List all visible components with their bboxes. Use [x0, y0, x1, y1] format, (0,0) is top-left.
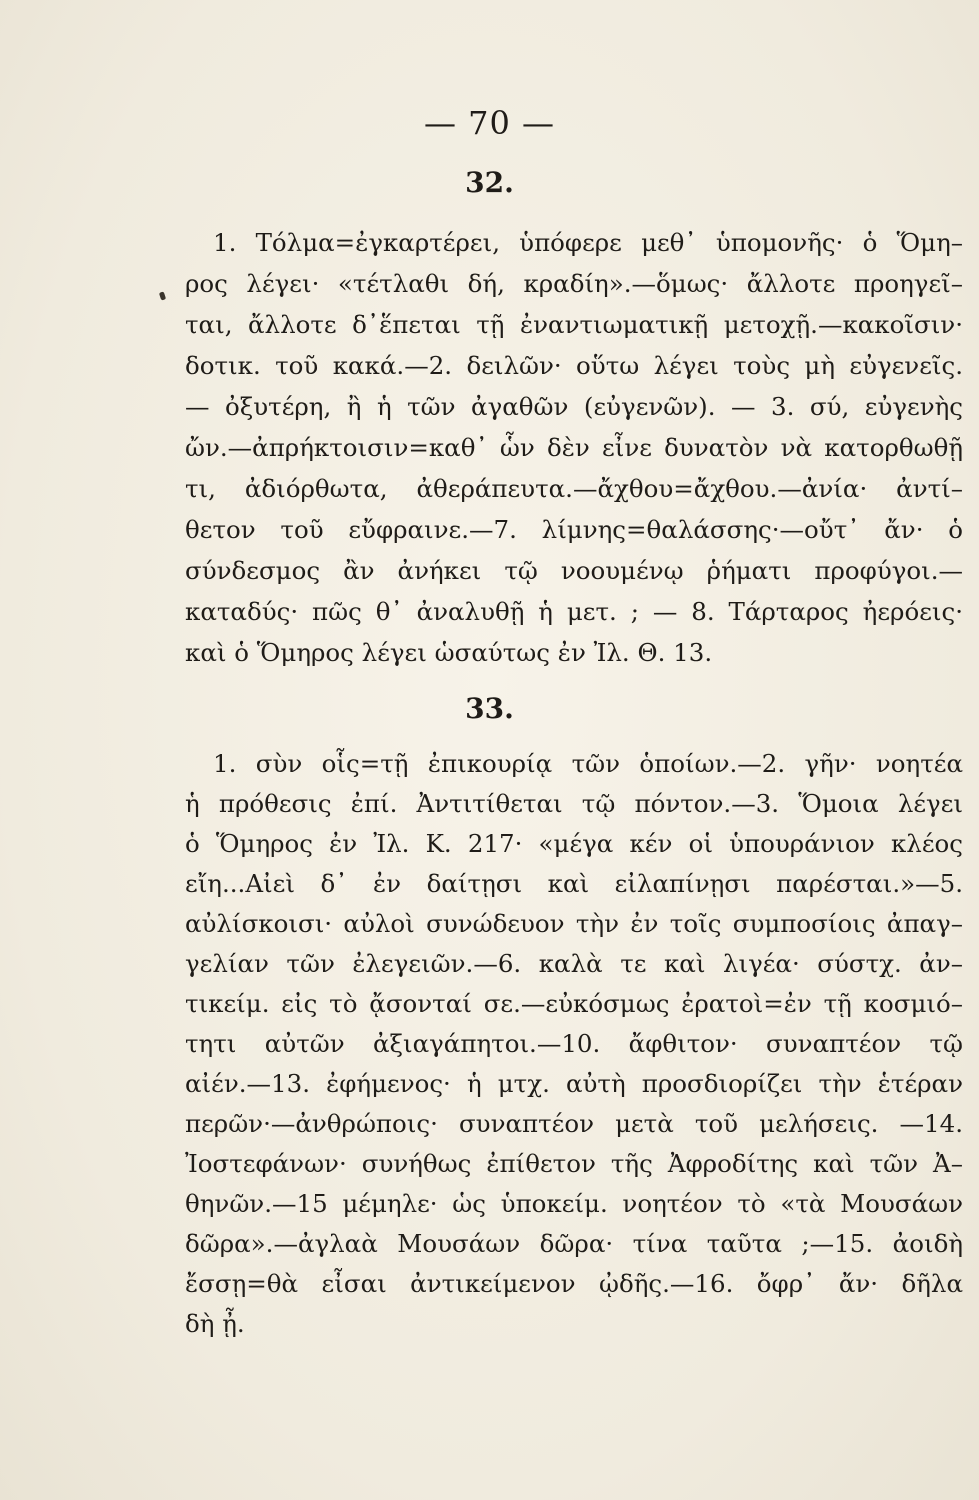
text-line: αὐλίσκοισι· αὐλοὶ συνώδευον τὴν ἐν τοῖς συμποσίοις ἀπαγ–: [185, 909, 963, 938]
text-line: ὤν.—ἀπρήκτοισιν=καθ᾽ ὧν δὲν εἶνε δυνατὸν νὰ κατορθωθῇ: [185, 433, 963, 462]
ink-speck: [159, 291, 166, 300]
text-line: ἔσσῃ=θὰ εἶσαι ἀντικείμενον ᾠδῆς.—16. ὄφρ᾽ ἄν· δῆλα: [185, 1269, 963, 1298]
text-line: τι, ἀδιόρθωτα, ἀθεράπευτα.—ἄχθου=ἄχθου.—ἀνία· ἀντί–: [185, 474, 963, 503]
text-line: καὶ ὁ Ὅμηρος λέγει ὡσαύτως ἐν Ἰλ. Θ. 13.: [185, 638, 713, 667]
section-body-32: [185, 222, 963, 673]
text-line: δῶρα».—ἀγλαὰ Μουσάων δῶρα· τίνα ταῦτα ;—15. ἀοιδὴ: [185, 1229, 963, 1258]
text-line: αἰέν.—13. ἐφήμενος· ἡ μτχ. αὐτὴ προσδιορίζει τὴν ἑτέραν: [185, 1069, 963, 1098]
section-body-33: [185, 744, 963, 1344]
text-line: 1. σὺν οἷς=τῇ ἐπικουρίᾳ τῶν ὁποίων.—2. γῆν· νοητέα: [213, 749, 963, 778]
text-line: Ἰοστεφάνων· συνήθως ἐπίθετον τῆς Ἀφροδίτης καὶ τῶν Ἀ–: [185, 1149, 963, 1178]
section-heading-33: 33.: [465, 692, 514, 725]
text-line: — ὀξυτέρη, ἢ ἡ τῶν ἀγαθῶν (εὐγενῶν). — 3. σύ, εὐγενὴς: [185, 392, 963, 421]
text-line: τητι αὐτῶν ἀξιαγάπητοι.—10. ἄφθιτον· συναπτέον τῷ: [185, 1029, 963, 1058]
text-line: ἡ πρόθεσις ἐπί. Ἀντιτίθεται τῷ πόντον.—3. Ὅμοια λέγει: [185, 789, 963, 818]
text-line: τικείμ. εἰς τὸ ᾄσονταί σε.—εὐκόσμως ἐρατοὶ=ἐν τῇ κοσμιό–: [185, 989, 963, 1018]
text-line: θετον τοῦ εὔφραινε.—7. λίμνης=θαλάσσης·—οὔτ᾽ ἄν· ὁ: [185, 515, 963, 544]
text-line: ρος λέγει· «τέτλαθι δή, κραδίη».—ὅμως· ἄλλοτε προηγεῖ–: [185, 269, 963, 298]
page-number: — 70 —: [423, 104, 556, 142]
text-line: δοτικ. τοῦ κακά.—2. δειλῶν· οὕτω λέγει τοὺς μὴ εὐγενεῖς.: [185, 351, 963, 380]
text-line: ὁ Ὅμηρος ἐν Ἰλ. Κ. 217· «μέγα κέν οἱ ὑπουράνιον κλέος: [185, 829, 963, 858]
text-line: γελίαν τῶν ἐλεγειῶν.—6. καλὰ τε καὶ λιγέα· σύστχ. ἀν–: [185, 949, 963, 978]
text-line: δὴ ᾖ.: [185, 1309, 245, 1338]
text-line: καταδύς· πῶς θ᾽ ἀναλυθῇ ἡ μετ. ; — 8. Τάρταρος ἠερόεις·: [185, 597, 963, 626]
text-line: σύνδεσμος ἂν ἀνήκει τῷ νοουμένῳ ῥήματι προφύγοι.—: [185, 556, 963, 585]
text-line: περῶν·—ἀνθρώποις· συναπτέον μετὰ τοῦ μελήσεις. —14.: [185, 1109, 963, 1138]
text-line: θηνῶν.—15 μέμηλε· ὡς ὑποκείμ. νοητέον τὸ «τὰ Μουσάων: [185, 1189, 963, 1218]
section-heading-32: 32.: [465, 166, 514, 199]
text-line: ται, ἄλλοτε δ᾽ἕπεται τῇ ἐναντιωματικῇ μετοχῇ.—κακοῖσιν·: [185, 310, 963, 339]
text-line: 1. Τόλμα=ἐγκαρτέρει, ὑπόφερε μεθ᾽ ὑπομονῆς· ὁ Ὅμη–: [213, 228, 963, 257]
text-line: εἴη...Αἰεὶ δ᾽ ἐν δαίτῃσι καὶ εἰλαπίνῃσι παρέσται.»—5.: [185, 869, 963, 898]
